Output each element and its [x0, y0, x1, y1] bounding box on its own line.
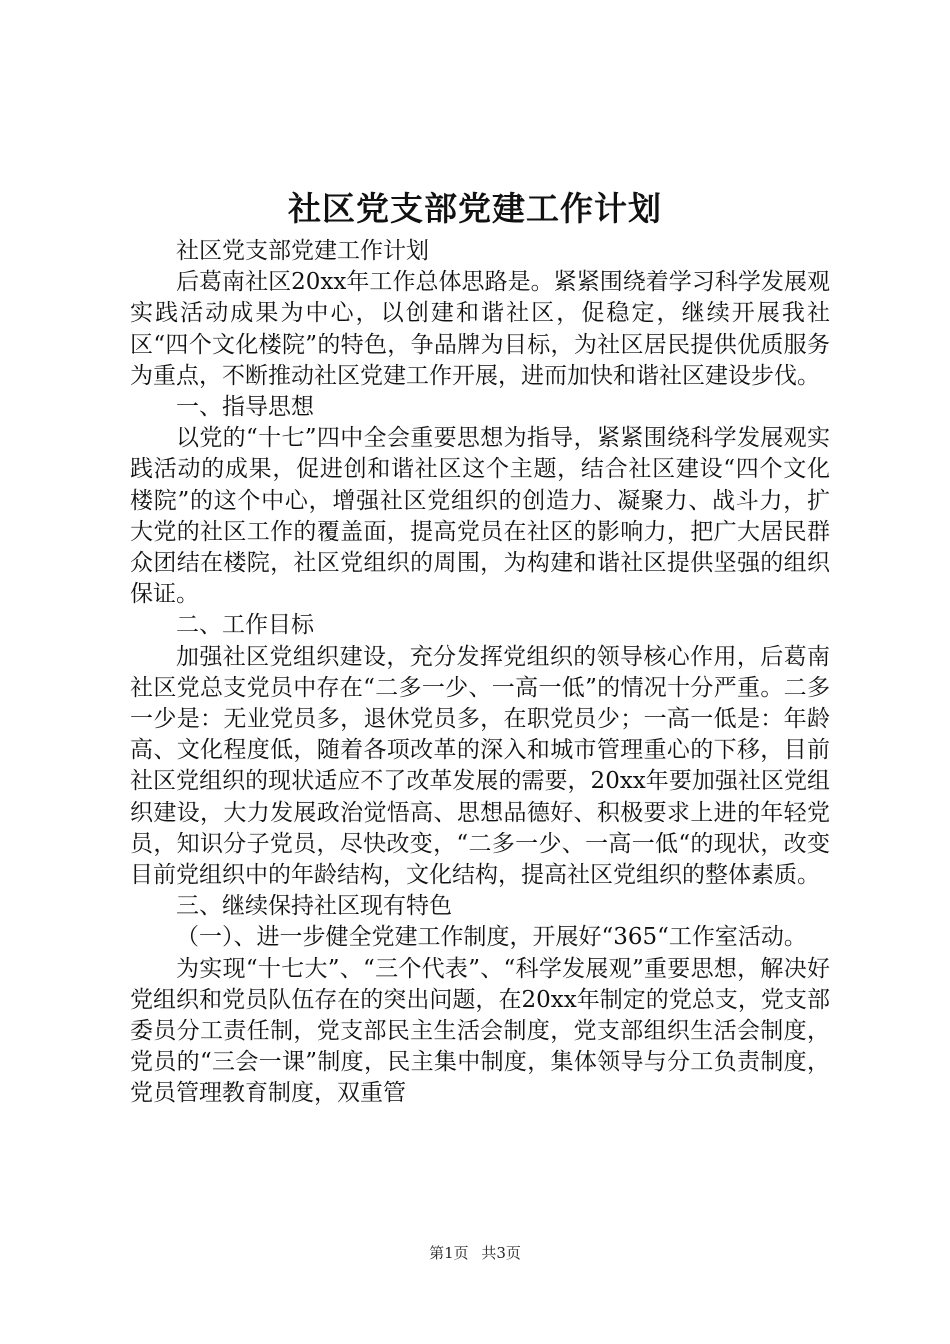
- paragraph-subtitle: 社区党支部党建工作计划: [176, 238, 429, 264]
- heading-guiding-ideology: 一、指导思想: [176, 394, 314, 421]
- page-number-total: 共3页: [481, 1244, 521, 1262]
- page-footer: [0, 1243, 950, 1263]
- paragraph-work-goals: 加强社区党组织建设，充分发挥党组织的领导核心作用，后葛南社区党总支党员中存在“二多一少、一高一低”的情况十分严重。二多一少是：无业党员多，退休党员多，在职党员少；一高一低是：年龄高、文化程度低，随着各项改革的深入和城市管理重心的下移，目前社区党组织的现状适应不了改革发展的需要，20xx年要加强社区党组织建设，大力发展政治觉悟高、思想品德好、积极要求上进的年轻党员，知识分子党员，尽快改变，“二多一少、一高一低“的现状，改变目前党组织中的年龄结构，文化结构，提高社区党组织的整体素质。: [130, 643, 830, 889]
- page-number-current: 第1页: [429, 1244, 469, 1262]
- paragraph-system: 为实现“十七大”、“三个代表”、“科学发展观”重要思想，解决好党组织和党员队伍存在的突出问题，在20xx年制定的党总支，党支部委员分工责任制，党支部民主生活会制度，党支部组织生活会制度，党员的“三会一课”制度，民主集中制度，集体领导与分工负责制度，党员管理教育制度，双重管: [130, 955, 830, 1107]
- subheading-system: （一）、进一步健全党建工作制度，开展好“365“工作室活动。: [176, 924, 807, 951]
- heading-work-goals: 二、工作目标: [176, 612, 314, 639]
- document-title: 社区党支部党建工作计划: [288, 189, 662, 228]
- document-body: [130, 236, 830, 1110]
- paragraph-overview: 后葛南社区20xx年工作总体思路是。紧紧围绕着学习科学发展观实践活动成果为中心，以创建和谐社区，促稳定，继续开展我社区“四个文化楼院”的特色，争品牌为目标，为社区居民提供优质服务为重点，不断推动社区党建工作开展，进而加快和谐社区建设步伐。: [130, 269, 830, 389]
- heading-features: 三、继续保持社区现有特色: [176, 893, 452, 920]
- paragraph-guiding-ideology: 以党的“十七”四中全会重要思想为指导，紧紧围绕科学发展观实践活动的成果，促进创和谐社区这个主题，结合社区建设“四个文化楼院”的这个中心，增强社区党组织的创造力、凝聚力、战斗力，扩大党的社区工作的覆盖面，提高党员在社区的影响力，把广大居民群众团结在楼院，社区党组织的周围，为构建和谐社区提供坚强的组织保证。: [130, 425, 830, 608]
